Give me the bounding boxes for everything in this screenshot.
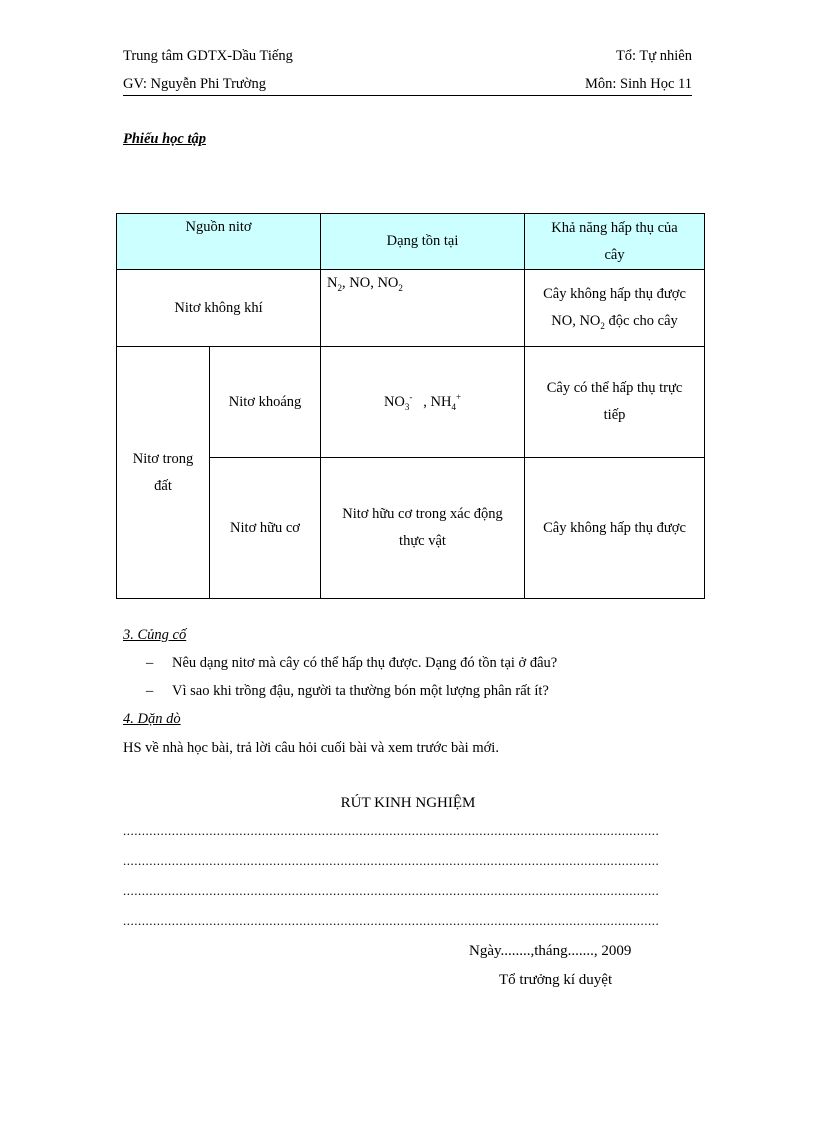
mineral-nitrogen-cell: Nitơ khoáng — [210, 347, 321, 458]
dash-bullet: – — [146, 683, 154, 699]
organic-absorb-cell: Cây không hấp thụ được — [525, 458, 705, 599]
signature-label: Tổ trưởng kí duyệt — [499, 972, 613, 988]
table-row — [117, 347, 705, 458]
table-row — [117, 270, 705, 347]
dash-bullet: – — [146, 655, 154, 671]
date-line: Ngày........,tháng......., 2009 — [469, 943, 632, 959]
dotted-line: ............................................................................................................................................... — [123, 883, 660, 898]
air-form-cell: $N_2$, NO, $NO_2$ — [321, 270, 525, 347]
list-item — [146, 683, 549, 700]
dotted-line: ............................................................................................................................................... — [123, 853, 660, 868]
dotted-line: ............................................................................................................................................... — [123, 823, 660, 838]
mineral-absorb-cell: Cây có thể hấp thụ trực tiếp — [525, 347, 705, 458]
header-row-1 — [123, 48, 692, 70]
air-absorb-cell: Cây không hấp thụ được NO, $NO_2$ độc cho cây — [525, 270, 705, 347]
page-title: Phiếu học tập — [123, 131, 206, 147]
air-nitrogen-cell: Nitơ không khí — [117, 270, 321, 347]
table-header-row — [117, 214, 705, 270]
review-title: RÚT KINH NGHIỆM — [340, 795, 476, 811]
header-form: Dạng tồn tại — [321, 214, 525, 270]
dotted-line: ............................................................................................................................................... — [123, 913, 660, 928]
list-item — [146, 655, 557, 672]
subject-name: Môn: Sinh Học 11 — [584, 76, 692, 92]
soil-nitrogen-cell: Nitơ trong đất — [117, 347, 210, 599]
group-name: Tổ: Tự nhiên — [615, 48, 692, 64]
header-absorb: Khả năng hấp thụ của cây — [525, 214, 705, 270]
organic-form-cell: Nitơ hữu cơ trong xác động thực vật — [321, 458, 525, 599]
question-2: Vì sao khi trồng đậu, người ta thường bón một lượng phân rất ít? — [172, 683, 549, 699]
mineral-form-cell: $NO_3^-$ , $NH_4^+$ — [321, 347, 525, 458]
question-1: Nêu dạng nitơ mà cây có thể hấp thụ được. Dạng đó tồn tại ở đâu? — [172, 655, 558, 671]
teacher-name: GV: Nguyễn Phi Trường — [123, 76, 266, 92]
header-divider — [123, 95, 692, 96]
organic-nitrogen-cell: Nitơ hữu cơ — [210, 458, 321, 599]
header-source: Nguồn nitơ — [117, 214, 321, 270]
homework-text: HS về nhà học bài, trả lời câu hỏi cuối bài và xem trước bài mới. — [123, 740, 499, 756]
consolidate-heading: 3. Củng cố — [123, 627, 187, 643]
center-name: Trung tâm GDTX-Dầu Tiếng — [123, 48, 293, 64]
homework-heading: 4. Dặn dò — [123, 711, 181, 727]
nitrogen-table — [116, 213, 705, 599]
